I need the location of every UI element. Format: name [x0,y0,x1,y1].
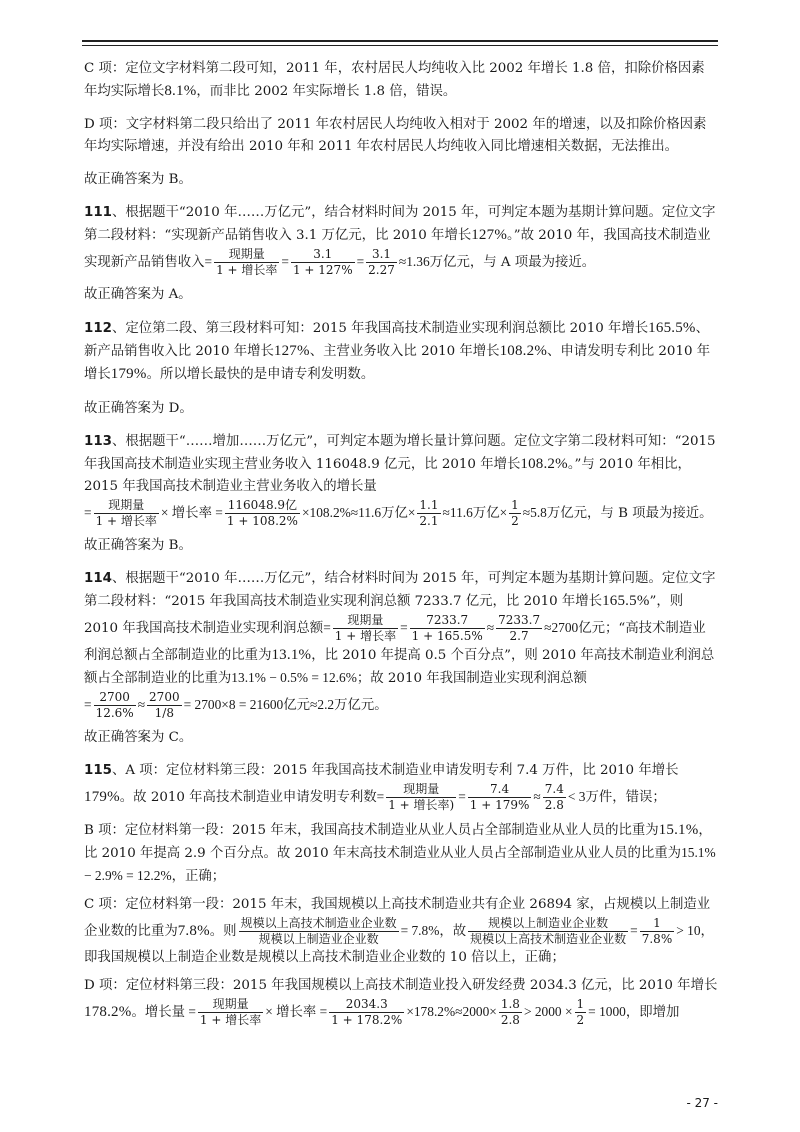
fraction: $\frac{\text{规模以上制造业企业数}}{\text{规模以上高技术制造业企业数}}$ [470,916,627,946]
fraction: $\frac{3.1}{1 + 127\%}$ [292,247,353,277]
option-b-paragraph: B 项：定位材料第一段：2015 年末，我国高技术制造业从业人员占全部制造业从业人员的比重为15.1%，比 2010 年提高 2.9 个百分点。故 2010 年末高技术制造业从业人员占全部制造业从业人员的比重为15.1% − 2.9% = 12.2%，正确； [84,822,716,884]
question-112: 112、定位第二段、第三段材料可知：2015 年我国高技术制造业实现利润总额比 2010 年增长165.5%、新产品销售收入比 2010 年增长127%、主营业务收入比 2010 年增长108.2%、申请发明专利比 2010 年增长179%。所以增长最快的是申请专利发明数。 故正确答案为 D。 [84,317,718,420]
fraction: $\frac{3.1}{2.27}$ [368,247,395,277]
option-c-paragraph: C 项：定位文字材料第二段可知，2011 年，农村居民人均纯收入比 2002 年增长 1.8 倍，扣除价格因素年均实际增长8.1%，而非比 2002 年实际增长 1.8 倍，错误。 [84,61,705,99]
header-rule-thin [82,45,718,46]
answer-line: 故正确答案为 C。 [84,730,193,745]
answer-line: 故正确答案为 B。 [84,172,192,187]
fraction: $\frac{\text{现期量}}{\text{1 + 增长率}}$ [216,247,278,277]
fraction: $\frac{\text{现期量}}{\text{1 + 增长率}}$ [199,997,262,1027]
fraction: $\frac{1.8}{2.8}$ [500,997,520,1027]
option-d-paragraph: D 项：定位材料第三段：2015 年我国规模以上高技术制造业投入研发经费 2034.3 亿元，比 2010 年增长178.2%。增长量 = $\frac{\text{现期量}}{\text{1 + 增长率}}$ × 增长率 = $\frac{2034.3}{1 + 178.2\%}$ ×178.2%≈2000× $\frac{1.8}{2.8}$ > 2000 × $\frac{1}{2}$ = 1000，即增加 [84,978,718,1027]
fraction: $\frac{7.4}{2.8}$ [544,782,564,812]
option-a-paragraph: 115、A 项：定位材料第三段：2015 年我国高技术制造业申请发明专利 7.4 万件，比 2010 年增长179%。故 2010 年高技术制造业申请发明专利数= $\frac{\text{现期量}}{\text{1 + 增长率)}}$ = $\frac{7.4}{1 + 179\%}$ ≈ $\frac{7.4}{2.8}$ < 3万件，错误； [84,763,679,812]
fraction: $\frac{1.1}{2.1}$ [419,498,439,528]
header-rule [82,40,718,42]
answer-line: 故正确答案为 D。 [84,401,193,416]
fraction: $\frac{2700}{1/8}$ [149,690,180,720]
answer-line: 故正确答案为 B。 [84,538,192,553]
document-body [84,58,718,1039]
fraction: $\frac{\text{116048.9亿}}{1 + 108.2\%}$ [226,498,298,528]
fraction: $\frac{7.4}{1 + 179\%}$ [469,782,530,812]
fraction: $\frac{\text{规模以上高技术制造业企业数}}{\text{规模以上制造业企业数}}$ [240,916,397,946]
fraction: $\frac{1}{2}$ [576,997,585,1027]
option-c-paragraph: C 项：定位材料第一段：2015 年末，我国规模以上高技术制造业共有企业 26894 家，占规模以上制造业企业数的比重为7.8%。则 $\frac{\text{规模以上高技术制造业企业数}}{\text{规模以上制造业企业数}}$ = 7.8%，故 $\frac{\text{规模以上制造业企业数}}{\text{规模以上高技术制造业企业数}}$ = $\frac{1}{7.8\%}$ > 10，即我国规模以上制造企业数是规模以上高技术制造业企业数的 10 倍以上，正确； [84,897,714,965]
fraction: $\frac{\text{现期量}}{\text{1 + 增长率}}$ [95,498,157,528]
fraction: $\frac{7233.7}{2.7}$ [498,613,541,643]
fraction: $\frac{1}{2}$ [511,498,519,528]
page-number: - 27 - [686,1096,718,1110]
answer-line: 故正确答案为 A。 [84,287,192,302]
question-115 [84,760,718,1028]
fraction: $\frac{1}{7.8\%}$ [641,916,673,946]
fraction: $\frac{2700}{12.6\%}$ [95,690,134,720]
option-d-paragraph: D 项：文字材料第二段只给出了 2011 年农村居民人均纯收入相对于 2002 年的增速，以及扣除价格因素年均实际增速，并没有给出 2010 年和 2011 年农村居民人均纯收入同比增速相关数据，无法推出。 [84,117,707,154]
question-111: 111、根据题干“2010 年……万亿元”，结合材料时间为 2015 年，可判定本题为基期计算问题。定位文字第二段材料：“实现新产品销售收入 3.1 万亿元，比 2010 年增长127%。”故 2010 年，我国高技术制造业实现新产品销售收入= $\frac{\text{现期量}}{\text{1 + 增长率}}$ = $\frac{3.1}{1 + 127\%}$ = $\frac{3.1}{2.27}$ ≈1.36万亿元，与 A 项最为接近。 故正确答案为 A。 [84,202,718,306]
question-113: 113、根据题干“……增加……万亿元”，可判定本题为增长量计算问题。定位文字第二段材料可知：“2015 年我国高技术制造业实现主营业务收入 116048.9 亿元，比 2010 年增长108.2%。”与 2010 年相比，2015 年我国高技术制造业主营业务收入的增长量 = $\frac{\text{现期量}}{\text{1 + 增长率}}$ × 增长率 = $\frac{\text{116048.9亿}}{1 + 108.2\%}$ ×108.2%≈11.6万亿× $\frac{1.1}{2.1}$ ≈11.6万亿× $\frac{1}{2}$ ≈5.8万亿元，与 B 项最为接近。 故正确答案为 B。 [84,431,718,557]
fraction: $\frac{7233.7}{1 + 165.5\%}$ [411,613,483,643]
fraction: $\frac{2034.3}{1 + 178.2\%}$ [331,997,403,1027]
fraction: $\frac{\text{现期量}}{\text{1 + 增长率}}$ [334,613,397,643]
question-114: 114、根据题干“2010 年……万亿元”，结合材料时间为 2015 年，可判定本题为基期计算问题。定位文字第二段材料：“2015 年我国高技术制造业实现利润总额 7233.7 亿元，比 2010 年增长165.5%”，则 2010 年我国高技术制造业实现利润总额= $\frac{\text{现期量}}{\text{1 + 增长率}}$ = $\frac{7233.7}{1 + 165.5\%}$ ≈ $\frac{7233.7}{2.7}$ ≈2700亿元；“高技术制造业利润总额占全部制造业的比重为13.1%，比 2010 年提高 0.5 个百分点”，则 2010 年高技术制造业利润总额占全部制造业的比重为13.1% − 0.5% = 12.6%；故 2010 年我国制造业实现利润总额 = $\frac{2700}{12.6\%}$ ≈ $\frac{2700}{1/8}$ = 2700×8 = 21600亿元≈2.2万亿元。 故正确答案为 C。 [84,568,718,749]
fraction: $\frac{\text{现期量}}{\text{1 + 增长率)}}$ [388,782,455,812]
